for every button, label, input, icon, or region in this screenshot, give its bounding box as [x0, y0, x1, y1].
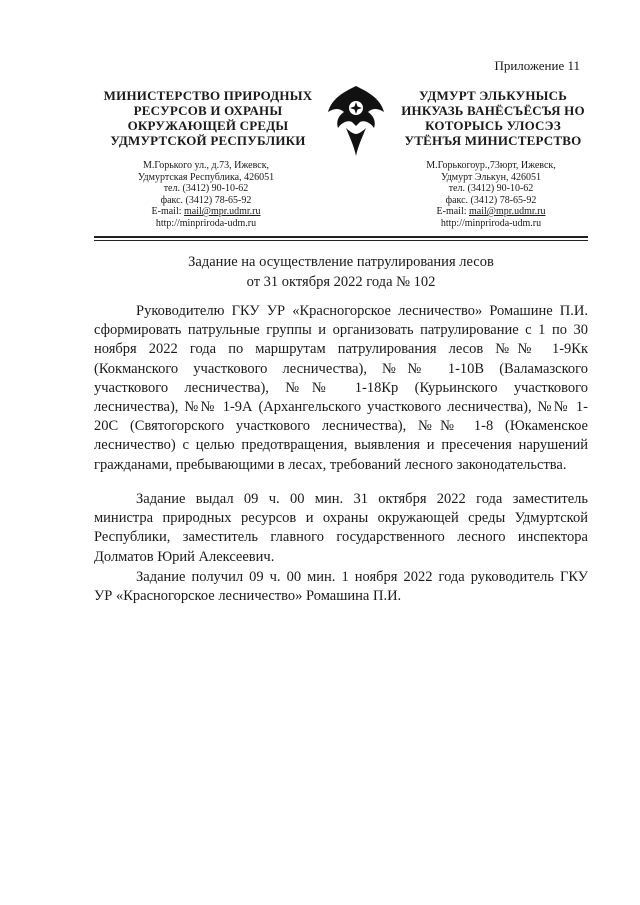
fax-line: факс. (3412) 78-65-92 [445, 194, 537, 206]
website-link[interactable]: http://minpriroda-udm.ru [155, 217, 257, 229]
title-line: РЕСУРСОВ И ОХРАНЫ [133, 103, 283, 118]
website-link[interactable]: http://minpriroda-udm.ru [440, 217, 542, 229]
title-line: ОКРУЖАЮЩЕЙ СРЕДЫ [127, 118, 289, 133]
paragraph-line: сформировать патрульные группы и организовать патрулирование с 1 по 30 [94, 322, 588, 339]
region-line: Удмуртская Республика, 426051 [137, 171, 275, 183]
paragraph-line: Республики, заместитель главного государственного лесного инспектора [94, 529, 588, 546]
email-link[interactable]: mail@mpr.udmr.ru [184, 206, 261, 217]
email-label: E-mail: [436, 206, 467, 217]
paragraph-line: Долматов Юрий Алексеевич. [94, 548, 275, 565]
phone-line: тел. (3412) 90-10-62 [448, 183, 534, 194]
email-line [96, 206, 316, 218]
email-link[interactable]: mail@mpr.udmr.ru [469, 206, 546, 217]
paragraph-line: Задание выдал 09 ч. 00 мин. 31 октября 2022 года заместитель [136, 491, 588, 507]
ministry-title-udmurt [383, 88, 603, 148]
title-line: УДМУРТ ЭЛЬКУНЫСЬ [418, 88, 568, 103]
contact-block-left [96, 160, 316, 229]
paragraph-order [94, 302, 588, 475]
udmurtia-coat-of-arms-icon [324, 82, 388, 160]
paragraph-line: УР «Красногорское лесничество» Ромашина П.И. [94, 588, 402, 605]
task-title-line: Задание на осуществление патрулирования лесов [188, 254, 494, 270]
paragraph-line: (Кокманского участкового лесничества), №№ 1-10В (Валамазского [94, 360, 588, 377]
task-title-line: от 31 октября 2022 года № 102 [246, 274, 436, 290]
contact-block-right [381, 160, 601, 229]
paragraph-line: Руководителю ГКУ УР «Красногорское лесничество» Ромашине П.И. [136, 303, 588, 319]
paragraph-line: министра природных ресурсов и охраны окружающей среды Удмуртской [94, 510, 588, 527]
fax-line: факс. (3412) 78-65-92 [160, 194, 252, 206]
paragraph-line: лесничества), №№ 1-9А (Архангельского участкового лесничества), №№ 1- [94, 399, 588, 416]
address-line: М.Горького ул., д.73, Ижевск, [142, 160, 270, 171]
appendix-label: Приложение 11 [494, 58, 580, 73]
task-title [94, 252, 588, 292]
phone-line: тел. (3412) 90-10-62 [163, 183, 249, 194]
title-line: ИНКУАЗЬ ВАНЁСЪЁСЪЯ НО [401, 103, 585, 118]
email-line [381, 206, 601, 218]
paragraph-received [94, 568, 588, 606]
paragraph-line: Задание получил 09 ч. 00 мин. 1 ноября 2022 года руководитель ГКУ [136, 569, 588, 585]
paragraph-line: ноября 2022 года по маршрутам патрулирования лесов №№ 1-9Кк [94, 341, 588, 358]
paragraph-line: гражданами, пребывающими в лесах, требований лесного законодательства. [94, 456, 567, 473]
header-divider-thin [94, 240, 588, 241]
title-line: УТЁНЪЯ МИНИСТЕРСТВО [404, 133, 582, 148]
email-label: E-mail: [151, 206, 182, 217]
title-line: МИНИСТЕРСТВО ПРИРОДНЫХ [103, 88, 313, 103]
title-line: КОТОРЫСЬ УЛОСЭЗ [425, 118, 561, 133]
paragraph-issued [94, 490, 588, 567]
region-line: Удмурт Элькун, 426051 [441, 171, 541, 183]
paragraph-line: участкового лесничества), №№ 1-18Кр (Курьинского участкового [94, 379, 588, 396]
header-divider-thick [94, 236, 588, 238]
title-line: УДМУРТСКОЙ РЕСПУБЛИКИ [110, 133, 306, 148]
ministry-title-russian [98, 88, 318, 148]
paragraph-line: лесничество) с целью предотвращения, выявления и пресечения нарушений [94, 437, 588, 454]
paragraph-line: 20С (Святогорского участкового лесничества), №№ 1-8 (Юкаменское [94, 418, 588, 435]
address-line: М.Горькогоур.,73юрт, Ижевск, [426, 160, 556, 171]
